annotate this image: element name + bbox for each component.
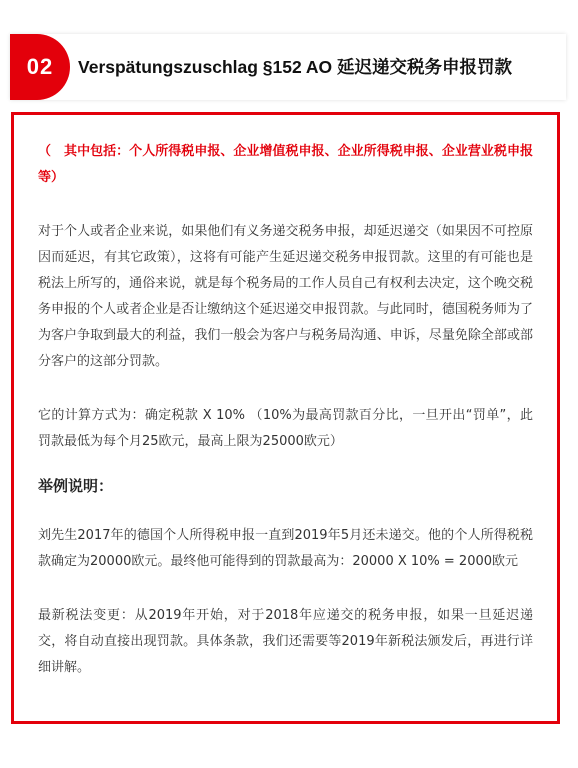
spacer	[38, 191, 533, 219]
example-heading: 举例说明：	[38, 477, 114, 495]
paragraph-law-change: 最新税法变更：从2019年开始，对于2018年应递交的税务申报，如果一旦延迟递交，将自动直接出现罚款。具体条款，我们还需要等2019年新税法颁发后，再进行详细讲解。	[38, 608, 533, 675]
paragraph-explanation: 对于个人或者企业来说，如果他们有义务递交税务申报，却延迟递交（如果因不可控原因而延迟，有其它政策），这将有可能产生延迟递交税务申报罚款。这里的有可能也是税法上所写的，通俗来说，就是每个税务局的工作人员自己有权利去决定，这个晚交税务申报的个人或者企业是否让缴纳这个延迟递交申报罚款。与此同时，德国税务师为了为客户争取到最大的利益，我们一般会为客户与税务局沟通、申诉，尽量免除全部或部分客户的这部分罚款。	[38, 224, 533, 369]
section-number-badge: 02	[10, 34, 70, 100]
section-title: Verspätungszuschlag §152 AO 延迟递交税务申报罚款	[78, 57, 513, 77]
spacer	[38, 455, 533, 473]
spacer	[38, 575, 533, 603]
intro-note: （ 其中包括：个人所得税申报、企业增值税申报、企业所得税申报、企业营业税申报等）	[38, 144, 533, 185]
spacer	[38, 375, 533, 403]
spacer	[38, 499, 533, 523]
content-box	[11, 112, 560, 724]
paragraph-calculation: 它的计算方式为：确定税款 X 10% （10%为最高罚款百分比，一旦开出“罚单”，此罚款最低为每个月25欧元，最高上限为25000欧元）	[38, 408, 533, 449]
paragraph-example: 刘先生2017年的德国个人所得税申报一直到2019年5月还未递交。他的个人所得税税款确定为20000欧元。最终他可能得到的罚款最高为：20000 X 10% = 2000欧元	[38, 528, 533, 569]
section-header	[10, 34, 566, 100]
